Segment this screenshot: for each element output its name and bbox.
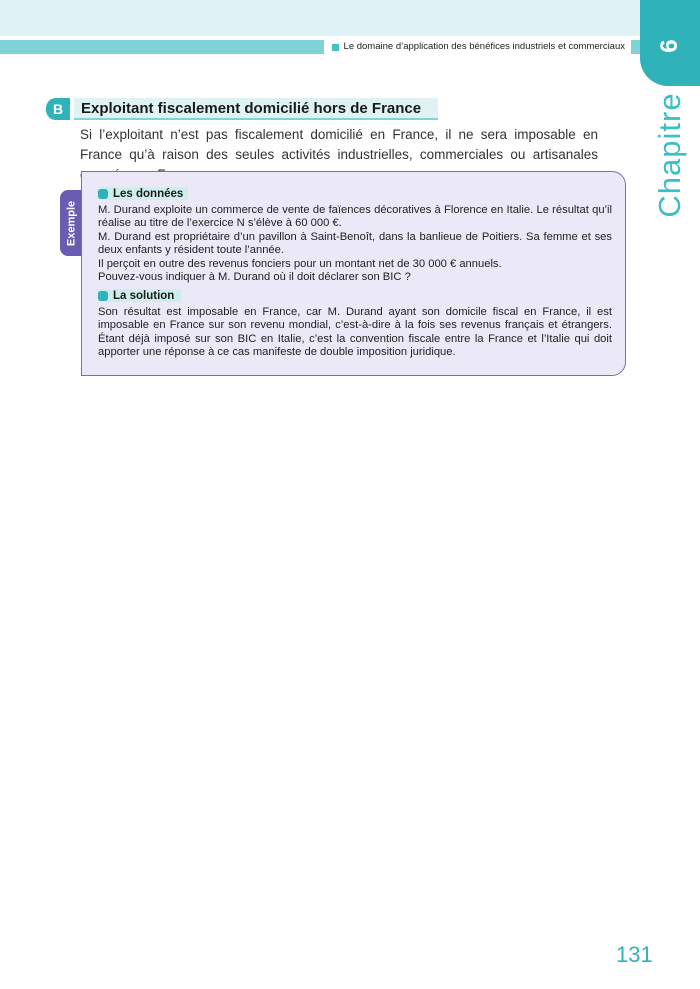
solution-heading-text: La solution [113, 289, 175, 302]
header-band [0, 0, 640, 36]
solution-text: Son résultat est imposable en France, car M. Durand ayant son domicile fiscal en France, il est imposable en France sur son revenu mondial, c’est-à-dire à la fois ses revenus français et étrangers. Étant déjà imposé sur son BIC en Italie, c’est la convention fiscale entre la France et l’Italie qui doit apporter une réponse à ce cas manifeste de double imposition juridique. [98, 306, 612, 359]
running-header [0, 40, 640, 54]
section-heading [46, 98, 438, 120]
heading-marker-icon [98, 189, 108, 199]
running-title-text: Le domaine d’application des bénéfices industriels et commerciaux [343, 41, 625, 52]
chapter-number: 6 [656, 39, 683, 53]
heading-marker-icon [98, 291, 108, 301]
page-number: 131 [616, 942, 653, 967]
square-bullet-icon [332, 44, 339, 51]
example-tab-label: Exemple [65, 200, 77, 247]
running-title [324, 40, 631, 54]
data-line: Pouvez-vous indiquer à M. Durand où il doit déclarer son BIC ? [98, 271, 411, 284]
data-heading-text: Les données [113, 187, 184, 200]
data-heading [97, 187, 188, 200]
data-line: Il perçoit en outre des revenus fonciers pour un montant net de 30 000 € annuels. [98, 257, 502, 270]
chapter-label: Chapitre [652, 92, 687, 218]
solution-heading [97, 289, 181, 302]
section-letter: B [46, 98, 70, 120]
data-line: M. Durand est propriétaire d’un pavillon à Saint-Benoît, dans la banlieue de Poitiers. Sa femme et ses deux enfants y résident toute l’année. [98, 230, 612, 257]
data-line: M. Durand exploite un commerce de vente de faïences décoratives à Florence en Italie. Le résultat qu’il réalise au titre de l’exercice N s’élève à 60 000 €. [98, 204, 612, 230]
data-paragraph [98, 204, 612, 284]
section-intro: Si l’exploitant n’est pas fiscalement domicilié en France, il ne sera imposable en France qu’à raison des seules activités industrielles, commerciales ou artisanales [80, 127, 598, 162]
solution-paragraph [98, 306, 612, 360]
section-title: Exploitant fiscalement domicilié hors de France [74, 98, 438, 120]
